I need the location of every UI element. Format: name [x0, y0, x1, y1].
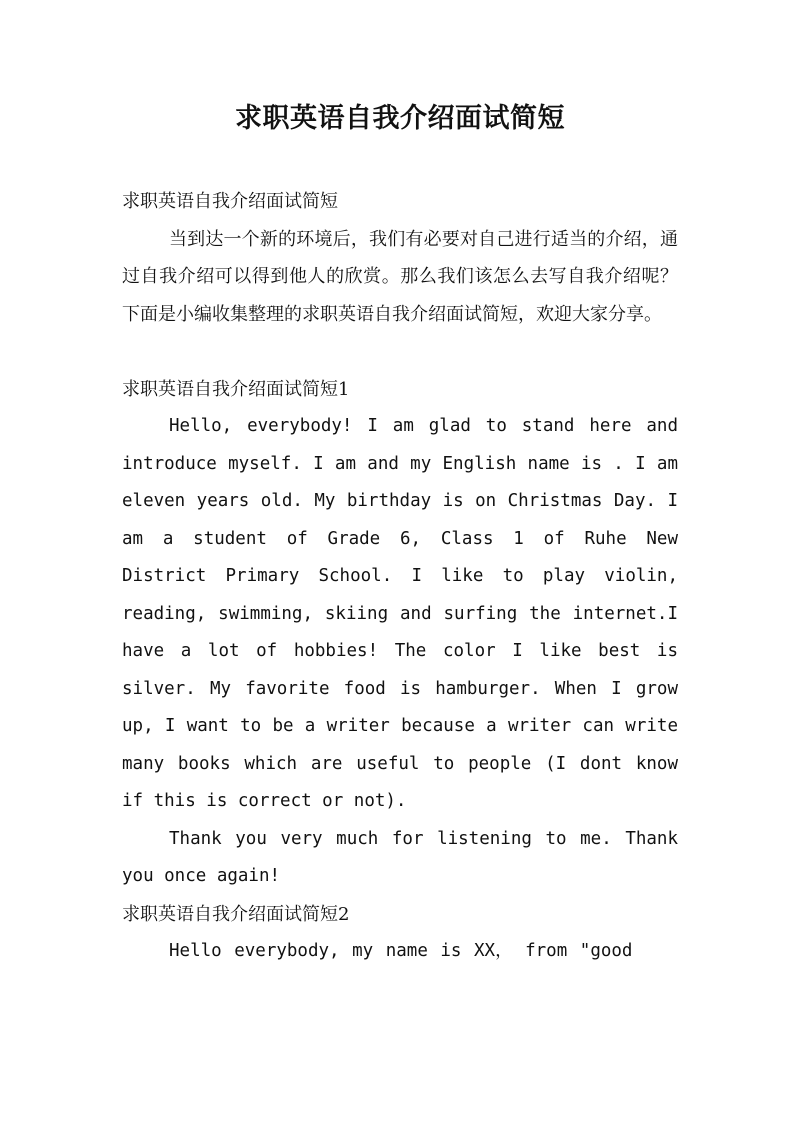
- section-heading-2: 求职英语自我介绍面试简短2: [122, 903, 350, 925]
- document-body: [122, 183, 678, 971]
- section-1-paragraph-1: Hello, everybody! I am glad to stand here and introduce myself. I am and my English name is . I am eleven years old. My birthday is on Christmas Day. I am a student of Grade 6, Class 1 of Ruhe New District Primary School. I like to play violin, reading, swimming, skiing and surfing the internet.I have a lot of hobbies! The color I like best is silver. My favorite food is hamburger. When I grow up, I want to be a writer because a writer can write many books which are useful to people (I dont know if this is correct or not).: [122, 416, 678, 811]
- intro-paragraph: 当到达一个新的环境后，我们有必要对自己进行适当的介绍，通过自我介绍可以得到他人的欣赏。那么我们该怎么去写自我介绍呢？下面是小编收集整理的求职英语自我介绍面试简短，欢迎大家分享。: [122, 228, 678, 325]
- document-subtitle: 求职英语自我介绍面试简短: [122, 191, 338, 212]
- section-2-paragraph-1: Hello everybody, my name is XX， from "good: [169, 941, 633, 961]
- section-heading-1: 求职英语自我介绍面试简短1: [122, 378, 350, 400]
- paragraph-gap: [122, 333, 678, 371]
- document-title: 求职英语自我介绍面试简短: [235, 103, 565, 134]
- section-1-paragraph-2: Thank you very much for listening to me. Thank you once again!: [122, 828, 678, 886]
